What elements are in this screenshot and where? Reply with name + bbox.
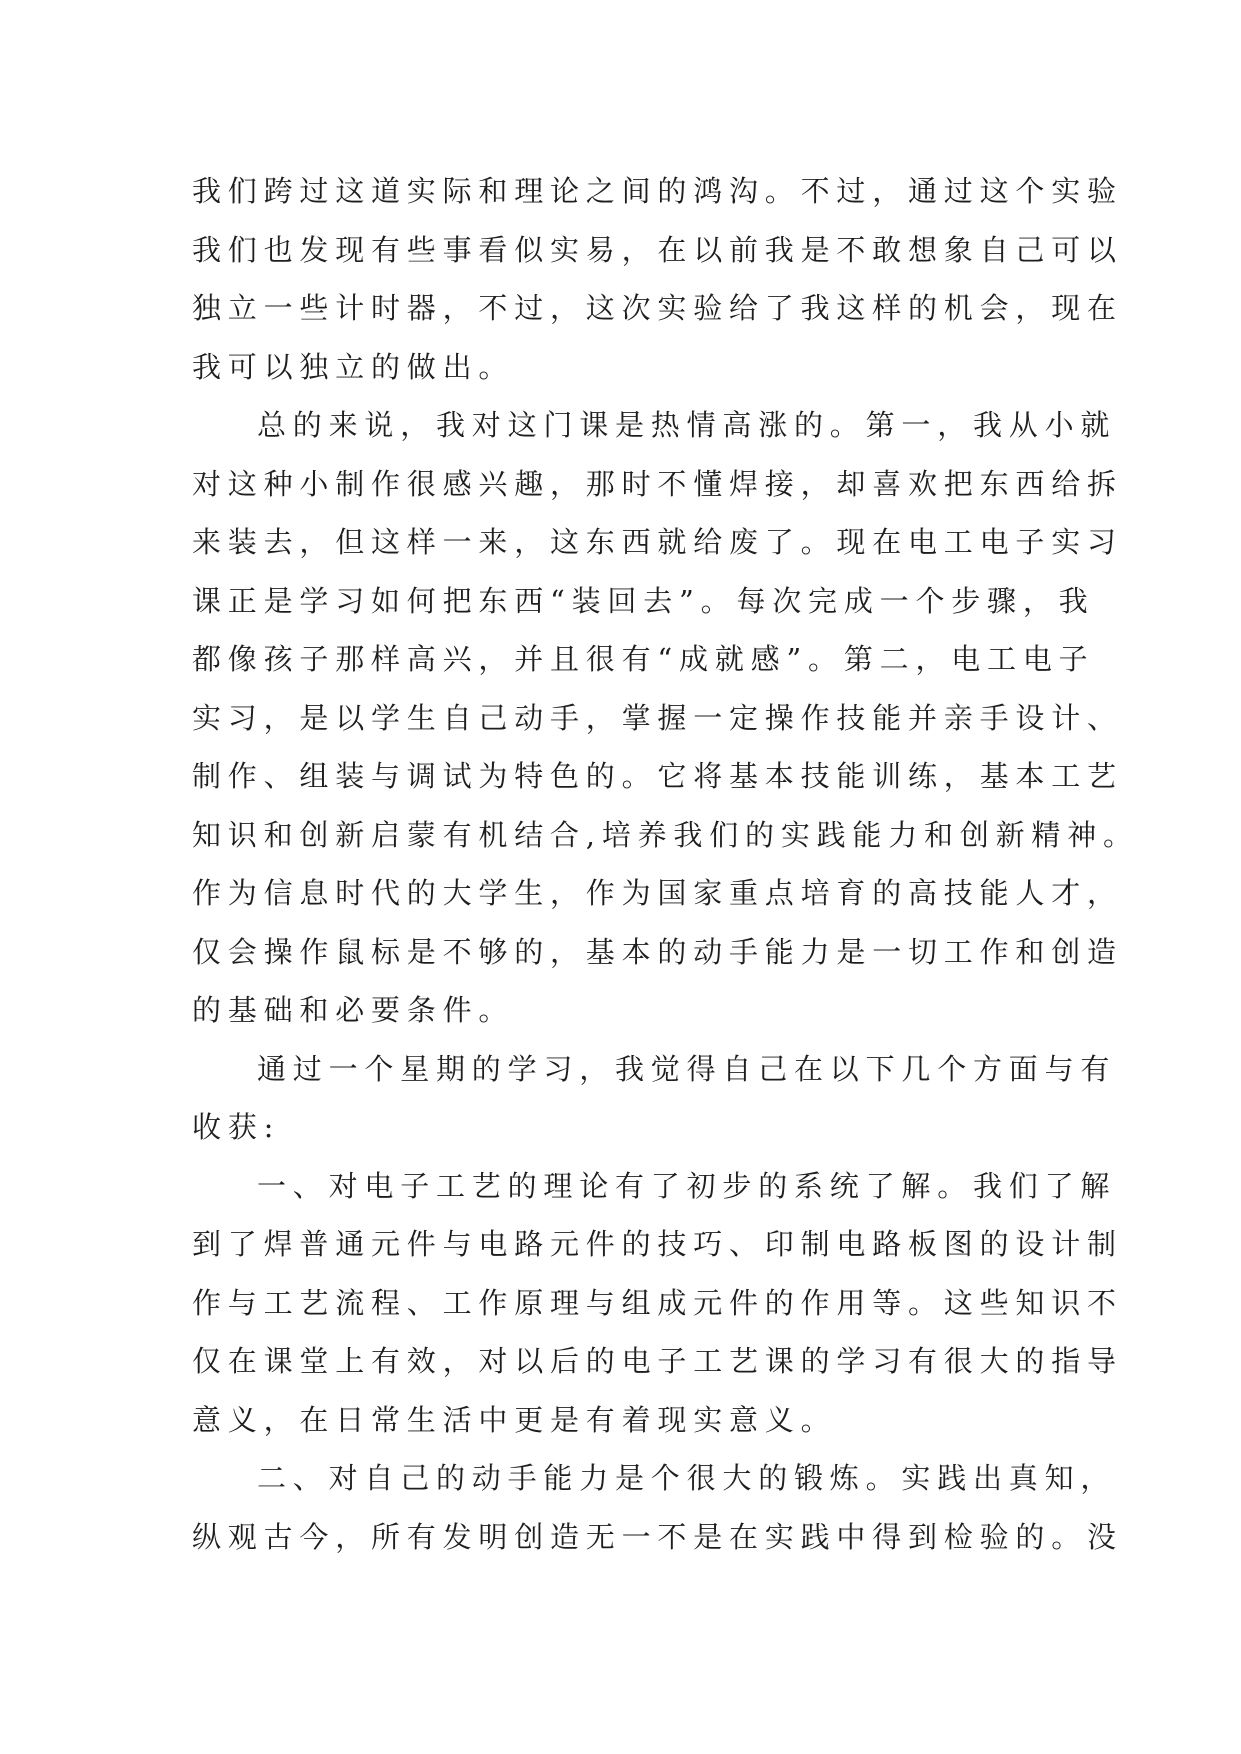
text-line: 我们跨过这道实际和理论之间的鸿沟。不过，通过这个实验 [192,174,1123,208]
text-line: 收获: [192,1110,281,1144]
text-line: 实习，是以学生自己动手，掌握一定操作技能并亲手设计、 [192,700,1123,735]
text-line: 我们也发现有些事看似实易，在以前我是不敢想象自己可以 [192,232,1123,267]
text-line: 仅会操作鼠标是不够的，基本的动手能力是一切工作和创造 [192,934,1123,969]
text-line: 课正是学习如何把东西“装回去”。每次完成一个步骤，我 [192,583,1095,618]
text-line: 到了焊普通元件与电路元件的技巧、印制电路板图的设计制 [192,1227,1123,1261]
text-line: 仅在课堂上有效，对以后的电子工艺课的学习有很大的指导 [192,1344,1123,1378]
text-line: 作与工艺流程、工作原理与组成元件的作用等。这些知识不 [192,1285,1123,1320]
paragraph-start-line: 一、对电子工艺的理论有了初步的系统了解。我们了解 [257,1168,1117,1203]
text-line: 作为信息时代的大学生，作为国家重点培育的高技能人才， [192,876,1123,910]
text-line: 独立一些计时器，不过，这次实验给了我这样的机会，现在 [192,291,1123,325]
paragraph-start-line: 通过一个星期的学习，我觉得自己在以下几个方面与有 [257,1051,1117,1086]
text-line: 纵观古今，所有发明创造无一不是在实践中得到检验的。没 [192,1519,1123,1554]
text-line: 对这种小制作很感兴趣，那时不懂焊接，却喜欢把东西给拆 [192,466,1123,501]
body-text [192,162,1139,1566]
text-line: 来装去，但这样一来，这东西就给废了。现在电工电子实习 [192,525,1123,559]
paragraph-start-line: 总的来说，我对这门课是热情高涨的。第一，我从小就 [257,408,1117,442]
text-line: 我可以独立的做出。 [192,349,515,384]
text-line: 知识和创新启蒙有机结合,培养我们的实践能力和创新精神。 [192,817,1139,852]
text-line: 意义，在日常生活中更是有着现实意义。 [192,1402,837,1437]
text-line: 的基础和必要条件。 [192,993,515,1027]
text-line: 都像孩子那样高兴，并且很有“成就感”。第二，电工电子 [192,642,1095,676]
text-line: 制作、组装与调试为特色的。它将基本技能训练，基本工艺 [192,759,1123,793]
paragraph-start-line: 二、对自己的动手能力是个很大的锻炼。实践出真知， [257,1461,1117,1495]
